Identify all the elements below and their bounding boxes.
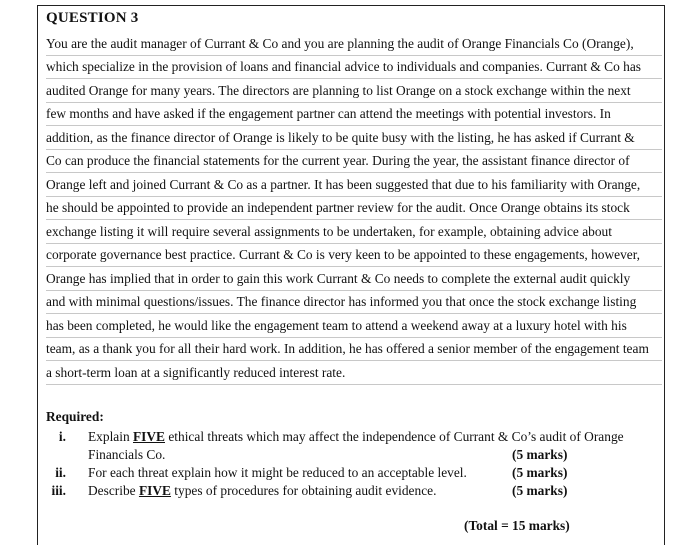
question-title: QUESTION 3 [46, 10, 139, 26]
paragraph-line-15: a short-term loan at a significantly reduced interest rate. [46, 362, 662, 385]
marks-label: (5 marks) [512, 483, 568, 498]
emphasis-five: FIVE [138, 483, 171, 498]
paragraph-line-12: and with minimal questions/issues. The finance director has informed you that once the stock exchange listing [46, 291, 662, 314]
paragraph-line-5: addition, as the finance director of Orange is likely to be quite busy with the listing, he has asked if Currant & [46, 127, 662, 150]
required-item-text: Explain FIVE ethical threats which may affect the independence of Currant & Co’s audit of Orange [88, 429, 624, 444]
paragraph-line-8: he should be appointed to provide an independent partner review for the audit. Once Orange obtains its stock [46, 197, 662, 220]
paragraph-line-1: You are the audit manager of Currant & Co and you are planning the audit of Orange Financials Co (Orange), [46, 33, 662, 56]
paragraph-line-11: Orange has implied that in order to gain this work Currant & Co needs to complete the external audit quickly [46, 268, 662, 291]
paragraph-line-3: audited Orange for many years. The directors are planning to list Orange on a stock exchange within the next [46, 80, 662, 103]
paragraph-line-10: corporate governance best practice. Currant & Co is very keen to be appointed to these engagements, however, [46, 244, 662, 267]
paragraph-line-14: team, as a thank you for all their hard work. In addition, he has offered a senior member of the engagement team [46, 338, 662, 361]
paragraph-line-9: exchange listing it will require several assignments to be undertaken, for example, obtaining advice about [46, 221, 662, 244]
paragraph-line-2: which specialize in the provision of loans and financial advice to individuals and companies. Currant & Co has [46, 56, 662, 79]
required-item-number: i. [58, 429, 66, 444]
paragraph-line-13: has been completed, he would like the engagement team to attend a weekend away at a luxury hotel with his [46, 315, 662, 338]
marks-label: (5 marks) [512, 447, 568, 462]
required-item-text: Describe FIVE types of procedures for obtaining audit evidence. [88, 483, 437, 498]
paragraph-line-4: few months and have asked if the engagement partner can attend the meetings with potential investors. In [46, 103, 662, 126]
required-item-number: iii. [51, 483, 66, 498]
marks-label: (5 marks) [512, 465, 568, 480]
emphasis-five: FIVE [133, 429, 165, 444]
total-marks: (Total = 15 marks) [464, 518, 570, 533]
required-item-text: For each threat explain how it might be reduced to an acceptable level. [88, 465, 467, 480]
paragraph-line-6: Co can produce the financial statements for the current year. During the year, the assistant finance director of [46, 150, 662, 173]
paragraph-line-7: Orange left and joined Currant & Co as a partner. It has been suggested that due to his familiarity with Orange, [46, 174, 662, 197]
required-heading: Required: [46, 409, 104, 424]
required-item-text-cont: Financials Co. [88, 447, 166, 462]
required-item-number: ii. [55, 465, 66, 480]
